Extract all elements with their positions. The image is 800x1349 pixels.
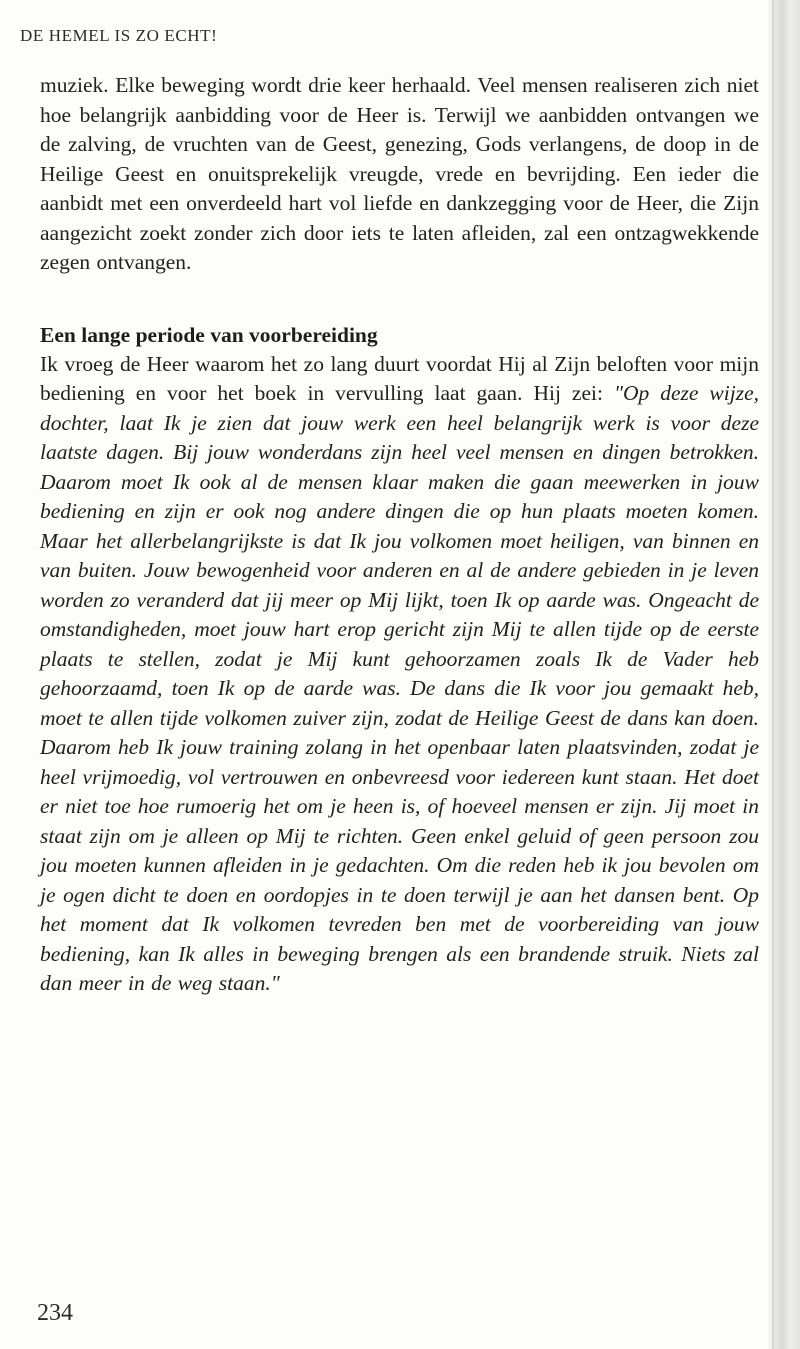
paragraph-preparation-intro: Ik vroeg de Heer waarom het zo lang duurt voordat Hij al Zijn beloften voor mijn bediening en voor het boek in vervulling laat gaan. Hij zei: — [40, 351, 759, 405]
text-block — [40, 71, 759, 999]
paragraph-preparation-quote: "Op deze wijze, dochter, laat Ik je zien dat jouw werk een heel belangrijk werk is voor deze laatste dagen. Bij jouw wonderdans zijn heel veel mensen en dingen betrokken. Daarom moet Ik ook al de mensen klaar maken die gaan meewerken in jouw bediening en zijn er ook nog andere dingen die op hun plaats moeten komen. Maar het allerbelangrijkste is dat Ik jou volkomen moet heiligen, van binnen en van buiten. Jouw bewogenheid voor anderen en al de andere gebieden in je leven worden zo veranderd dat jij meer op Mij lijkt, toen Ik op aarde was. Ongeacht de omstandigheden, moet jouw hart erop gericht zijn Mij te allen tijde op de eerste plaats te stellen, zodat je Mij kunt gehoorzamen zoals Ik de Vader heb gehoorzaamd, toen Ik op de aarde was. De dans die Ik voor jou gemaakt heb, moet te allen tijde volkomen zuiver zijn, zodat de Heilige Geest de dans kan doen. Daarom heb Ik jouw training zolang in het openbaar laten plaatsvinden, zodat je heel vrijmoedig, vol vertrouwen en onbevreesd voor iedereen kunt staan. Het doet er niet toe hoe rumoerig het om je heen is, of hoeveel mensen er zijn. Jij moet in staat zijn om je alleen op Mij te richten. Geen enkel geluid of geen persoon zou jou moeten kunnen afleiden in je gedachten. Om die reden heb ik jou bevolen om je ogen dicht te doen en oordopjes in te doen terwijl je aan het dansen bent. Op het moment dat Ik volkomen tevreden ben met de voorbereiding van jouw bediening, kan Ik alles in beweging brengen als een brandende struik. Niets zal dan meer in de weg staan." — [40, 381, 759, 995]
section-heading: Een lange periode van voorbereiding — [40, 322, 378, 347]
running-header: DE HEMEL IS ZO ECHT! — [20, 26, 218, 45]
paragraph-preparation — [40, 350, 759, 999]
page-number: 234 — [37, 1300, 73, 1326]
paragraph-worship: muziek. Elke beweging wordt drie keer herhaald. Veel mensen realiseren zich niet hoe belangrijk aanbidding voor de Heer is. Terwijl we aanbidden ontvangen we de zalving, de vruchten van de Geest, genezing, Gods verlangens, de doop in de Heilige Geest en onuitsprekelijk vreugde, vrede en bevrijding. Een ieder die aanbidt met een onverdeeld hart vol liefde en dankzegging voor de Heer, die Zijn aangezicht zoekt zonder zich door iets te laten afleiden, zal een ontzagwekkende zegen ontvangen. — [40, 73, 759, 274]
scan-edge-line — [772, 0, 774, 1349]
